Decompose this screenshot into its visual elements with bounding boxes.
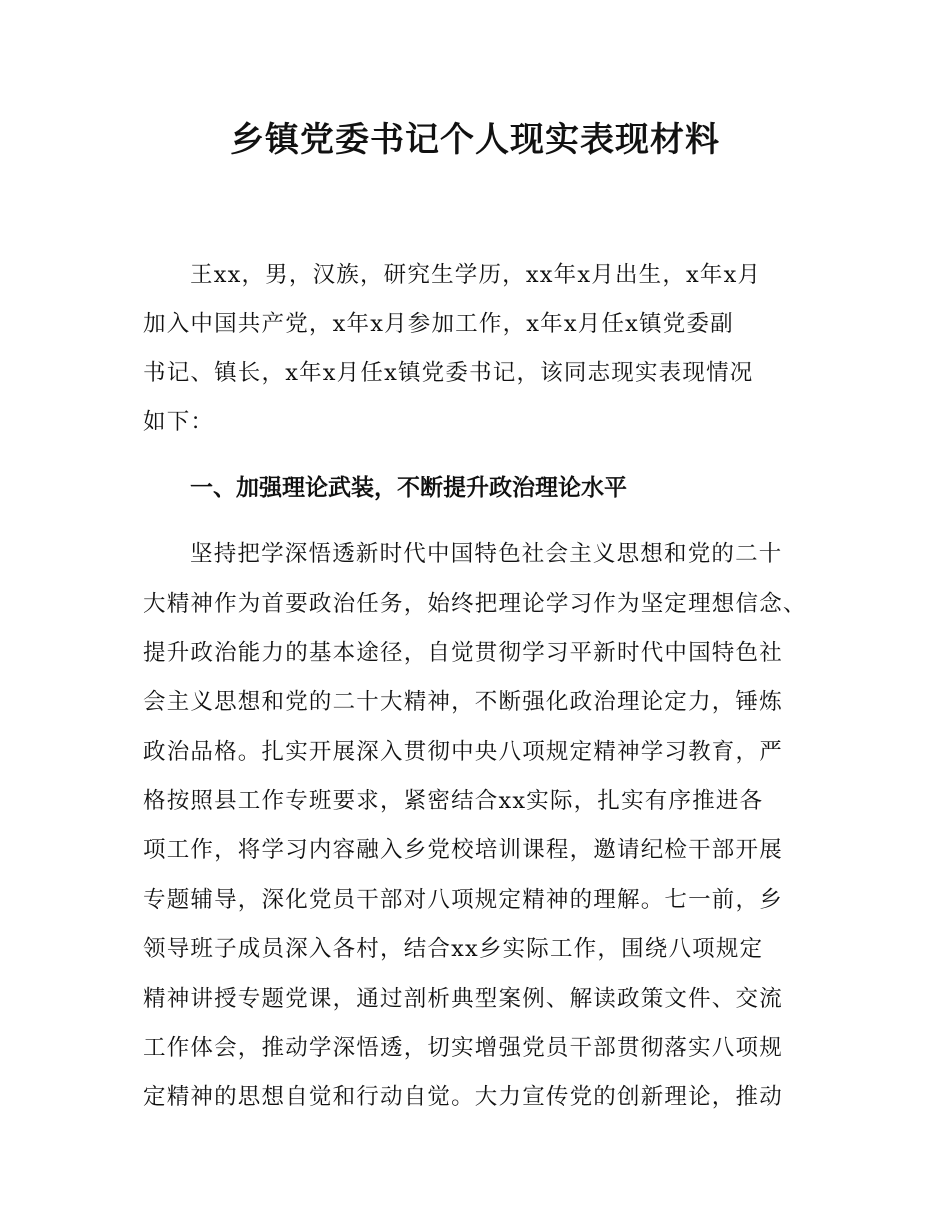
intro-line: 书记、镇长，x年x月任x镇党委书记，该同志现实表现情况	[143, 360, 754, 386]
body-line: 项工作，将学习内容融入乡党校培训课程，邀请纪检干部开展	[143, 837, 783, 863]
body-line: 大精神作为首要政治任务，始终把理论学习作为坚定理想信念、	[143, 591, 807, 617]
section-heading: 一、加强理论武装，不断提升政治理论水平	[190, 475, 627, 501]
intro-line: 加入中国共产党，x年x月参加工作，x年x月任x镇党委副	[143, 311, 734, 337]
body-line: 政治品格。扎实开展深入贯彻中央八项规定精神学习教育，严	[143, 739, 783, 765]
intro-line: 如下：	[143, 409, 215, 435]
body-line: 格按照县工作专班要求，紧密结合xx实际，扎实有序推进各	[143, 788, 764, 814]
body-line: 会主义思想和党的二十大精神，不断强化政治理论定力，锤炼	[143, 689, 783, 715]
body-line: 工作体会，推动学深悟透，切实增强党员干部贯彻落实八项规	[143, 1035, 783, 1061]
body-line: 坚持把学深悟透新时代中国特色社会主义思想和党的二十	[190, 541, 783, 567]
intro-line: 王xx，男，汉族，研究生学历，xx年x月出生，x年x月	[190, 262, 762, 288]
body-line: 精神讲授专题党课，通过剖析典型案例、解读政策文件、交流	[143, 986, 783, 1012]
body-line: 定精神的思想自觉和行动自觉。大力宣传党的创新理论，推动	[143, 1084, 783, 1110]
body-line: 领导班子成员深入各村，结合xx乡实际工作，围绕八项规定	[143, 936, 764, 962]
body-line: 提升政治能力的基本途径，自觉贯彻学习平新时代中国特色社	[143, 640, 783, 666]
body-line: 专题辅导，深化党员干部对八项规定精神的理解。七一前，乡	[143, 887, 783, 913]
document-title: 乡镇党委书记个人现实表现材料	[230, 120, 720, 160]
